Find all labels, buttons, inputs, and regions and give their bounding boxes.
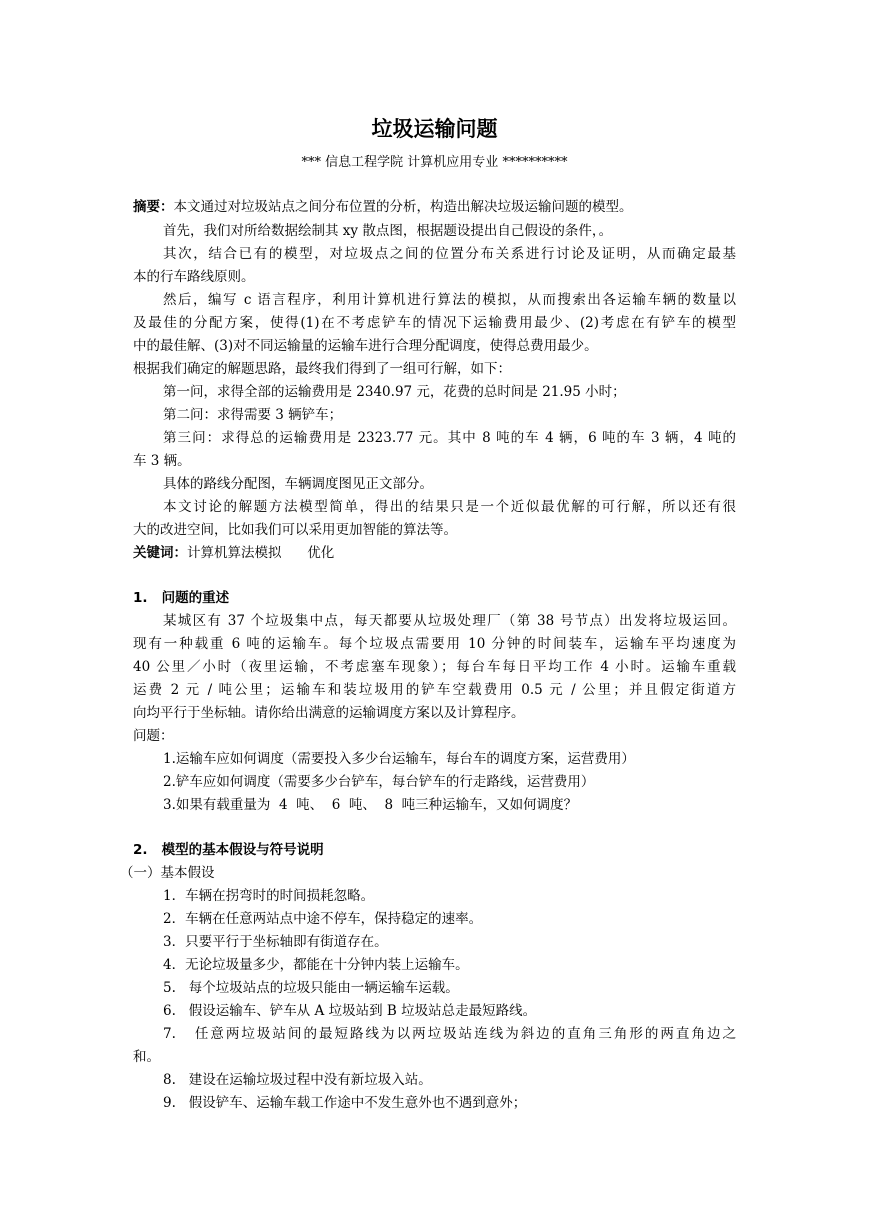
abstract-paragraph: 根据我们确定的解题思路，最终我们得到了一组可行解，如下： [133, 361, 511, 377]
assumption-item: 8. 建设在运输垃圾过程中没有新垃圾入站。 [163, 1072, 432, 1088]
assumption-item: 3．只要平行于坐标轴即有街道存在。 [163, 934, 388, 950]
section1-paragraph: 40 公里／小时（夜里运输，不考虑塞车现象）；每台车每日平均工作 4 小时。运输车重载 [133, 659, 736, 675]
assumption-item: 9. 假设铲车、运输车载工作途中不发生意外也不遇到意外； [163, 1095, 527, 1111]
abstract-intro-line [133, 197, 633, 217]
section-heading: 1. 问题的重述 [133, 590, 230, 606]
assumption-item: 2．车辆在任意两站点中途不停车，保持稳定的速率。 [163, 911, 483, 927]
document-subtitle: *** 信息工程学院 计算机应用专业 ********** [301, 155, 568, 170]
section1-paragraph: 某城区有 37 个垃圾集中点，每天都要从垃圾处理厂（第 38 号节点）出发将垃圾运回。 [163, 613, 736, 629]
questions-label: 问题： [133, 728, 174, 744]
section1-paragraph: 运费 2 元 / 吨公里；运输车和装垃圾用的铲车空载费用 0.5 元 / 公里；并且假定街道方 [133, 682, 736, 698]
abstract-paragraph: 首先，我们对所给数据绘制其 xy 散点图，根据题设提出自己假设的条件，。 [163, 223, 613, 239]
keywords-line [133, 543, 334, 563]
question-item: 2.铲车应如何调度（需要多少台铲车，每台铲车的行走路线，运营费用） [163, 774, 595, 790]
abstract-result-q3: 第三问：求得总的运输费用是 2323.77 元。其中 8 吨的车 4 辆，6 吨的车 3 辆，4 吨的 [163, 430, 736, 446]
section-heading: 2. 模型的基本假设与符号说明 [133, 842, 324, 858]
assumption-item: 4．无论垃圾量多少，都能在十分钟内装上运输车。 [163, 957, 469, 973]
section1-paragraph: 现有一种载重 6 吨的运输车。每个垃圾点需要用 10 分钟的时间装车，运输车平均速度为 [133, 636, 736, 652]
abstract-paragraph: 然后，编写 c 语言程序，利用计算机进行算法的模拟，从而搜索出各运输车辆的数量以 [163, 292, 736, 308]
assumption-item: 和。 [133, 1049, 160, 1065]
abstract-paragraph: 具体的路线分配图，车辆调度图见正文部分。 [163, 476, 433, 492]
question-item: 3.如果有载重量为 4 吨、 6 吨、 8 吨三种运输车，又如何调度？ [163, 797, 578, 813]
section1-paragraph: 向均平行于坐标轴。请你给出满意的运输调度方案以及计算程序。 [133, 705, 525, 721]
keywords: 计算机算法模拟 优化 [187, 545, 335, 561]
abstract-paragraph: 中的最佳解、(3)对不同运输量的运输车进行合理分配调度，使得总费用最少。 [133, 338, 598, 354]
assumption-item: 5. 每个垃圾站点的垃圾只能由一辆运输车运载。 [163, 980, 459, 996]
abstract-paragraph: 本的行车路线原则。 [133, 269, 255, 285]
abstract-paragraph: 大的改进空间，比如我们可以采用更加智能的算法等。 [133, 522, 457, 538]
subsection-heading: （一）基本假设 [120, 865, 215, 881]
assumption-item: 7. 任意两垃圾站间的最短路线为以两垃圾站连线为斜边的直角三角形的两直角边之 [163, 1026, 736, 1042]
assumption-item: 6. 假设运输车、铲车从 A 垃圾站到 B 垃圾站总走最短路线。 [163, 1003, 537, 1019]
abstract-intro: 本文通过对垃圾站点之间分布位置的分析，构造出解决垃圾运输问题的模型。 [173, 199, 633, 215]
abstract-result-q3: 车 3 辆。 [133, 453, 191, 469]
abstract-paragraph: 本文讨论的解题方法模型简单，得出的结果只是一个近似最优解的可行解，所以还有很 [163, 499, 736, 515]
abstract-result-q2: 第二问：求得需要 3 辆铲车； [163, 407, 343, 423]
document-title: 垃圾运输问题 [371, 117, 498, 141]
keywords-label: 关键词： [133, 545, 187, 561]
question-item: 1.运输车应如何调度（需要投入多少台运输车，每台车的调度方案，运营费用） [163, 751, 635, 767]
assumption-item: 1．车辆在拐弯时的时间损耗忽略。 [163, 888, 375, 904]
abstract-paragraph: 及最佳的分配方案，使得(1)在不考虑铲车的情况下运输费用最少、(2)考虑在有铲车的模型 [133, 315, 736, 331]
abstract-paragraph: 其次，结合已有的模型，对垃圾点之间的位置分布关系进行讨论及证明，从而确定最基 [163, 246, 736, 262]
abstract-result-q1: 第一问，求得全部的运输费用是 2340.97 元，花费的总时间是 21.95 小时； [163, 384, 626, 400]
abstract-label: 摘要： [133, 199, 174, 215]
